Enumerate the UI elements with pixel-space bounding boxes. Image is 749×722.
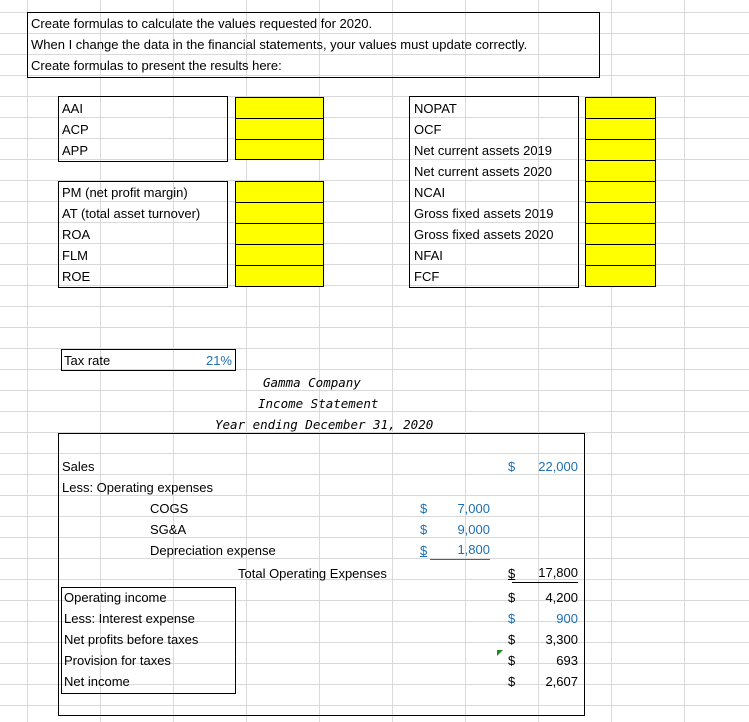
depreciation-label[interactable]: Depreciation expense [150,543,276,558]
tax-rate-label[interactable]: Tax rate [64,353,111,368]
operating-income-currency: $ [508,590,516,605]
sales-value[interactable]: 22,000 [538,459,578,474]
label-ncai[interactable]: NCAI [414,185,446,200]
depreciation-value[interactable] [430,540,490,560]
cogs-label[interactable]: COGS [150,501,189,516]
label-aai[interactable]: AAI [62,101,83,116]
npbt-value[interactable]: 3,300 [545,632,578,647]
label-roa[interactable]: ROA [62,227,91,242]
interest-value[interactable]: 900 [556,611,578,626]
cogs-currency: $ [420,501,428,516]
label-gfa-2020[interactable]: Gross fixed assets 2020 [414,227,554,242]
answer-cells-group-3[interactable] [585,97,656,287]
npbt-label[interactable]: Net profits before taxes [64,632,199,647]
net-income-label[interactable]: Net income [64,674,130,689]
depreciation-value-text: 1,800 [457,542,490,557]
sales-currency: $ [508,459,516,474]
label-nca-2020[interactable]: Net current assets 2020 [414,164,553,179]
label-gfa-2019[interactable]: Gross fixed assets 2019 [414,206,554,221]
label-fcf[interactable]: FCF [414,269,440,284]
npbt-currency: $ [508,632,516,647]
label-flm[interactable]: FLM [62,248,88,263]
interest-label[interactable]: Less: Interest expense [64,611,195,626]
instruction-line-2[interactable]: When I change the data in the financial statements, your values must update correctly. [31,37,528,52]
label-ocf[interactable]: OCF [414,122,442,137]
sales-label[interactable]: Sales [62,459,95,474]
label-nca-2019[interactable]: Net current assets 2019 [414,143,553,158]
less-opex-label[interactable]: Less: Operating expenses [62,480,214,495]
instruction-line-3[interactable]: Create formulas to present the results here: [31,58,282,73]
label-nfai[interactable]: NFAI [414,248,443,263]
operating-income-label[interactable]: Operating income [64,590,167,605]
label-acp[interactable]: ACP [62,122,89,137]
operating-income-value[interactable]: 4,200 [545,590,578,605]
company-name[interactable]: Gamma Company [263,375,361,390]
taxes-currency: $ [508,653,516,668]
sga-value[interactable]: 9,000 [457,522,490,537]
total-opex-value-text: 17,800 [538,565,578,580]
statement-title[interactable]: Income Statement [258,396,379,411]
total-opex-value[interactable] [512,563,578,583]
taxes-value[interactable]: 693 [556,653,578,668]
error-indicator-icon [497,650,503,656]
taxes-label[interactable]: Provision for taxes [64,653,171,668]
label-app[interactable]: APP [62,143,89,158]
sga-label[interactable]: SG&A [150,522,187,537]
net-income-value[interactable]: 2,607 [545,674,578,689]
total-opex-label[interactable]: Total Operating Expenses [238,566,387,581]
depreciation-currency: $ [420,543,428,558]
answer-cells-group-2[interactable] [235,181,324,287]
answer-cells-group-1[interactable] [235,97,324,160]
instruction-line-1[interactable]: Create formulas to calculate the values requested for 2020. [31,16,373,31]
total-opex-currency: $ [508,566,516,581]
tax-rate-value[interactable]: 21% [205,353,232,368]
cogs-value[interactable]: 7,000 [457,501,490,516]
label-at[interactable]: AT (total asset turnover) [62,206,201,221]
statement-period[interactable]: Year ending December 31, 2020 [215,417,434,432]
net-income-currency: $ [508,674,516,689]
interest-currency: $ [508,611,516,626]
label-pm[interactable]: PM (net profit margin) [62,185,188,200]
label-roe[interactable]: ROE [62,269,91,284]
label-nopat[interactable]: NOPAT [414,101,457,116]
sga-currency: $ [420,522,428,537]
